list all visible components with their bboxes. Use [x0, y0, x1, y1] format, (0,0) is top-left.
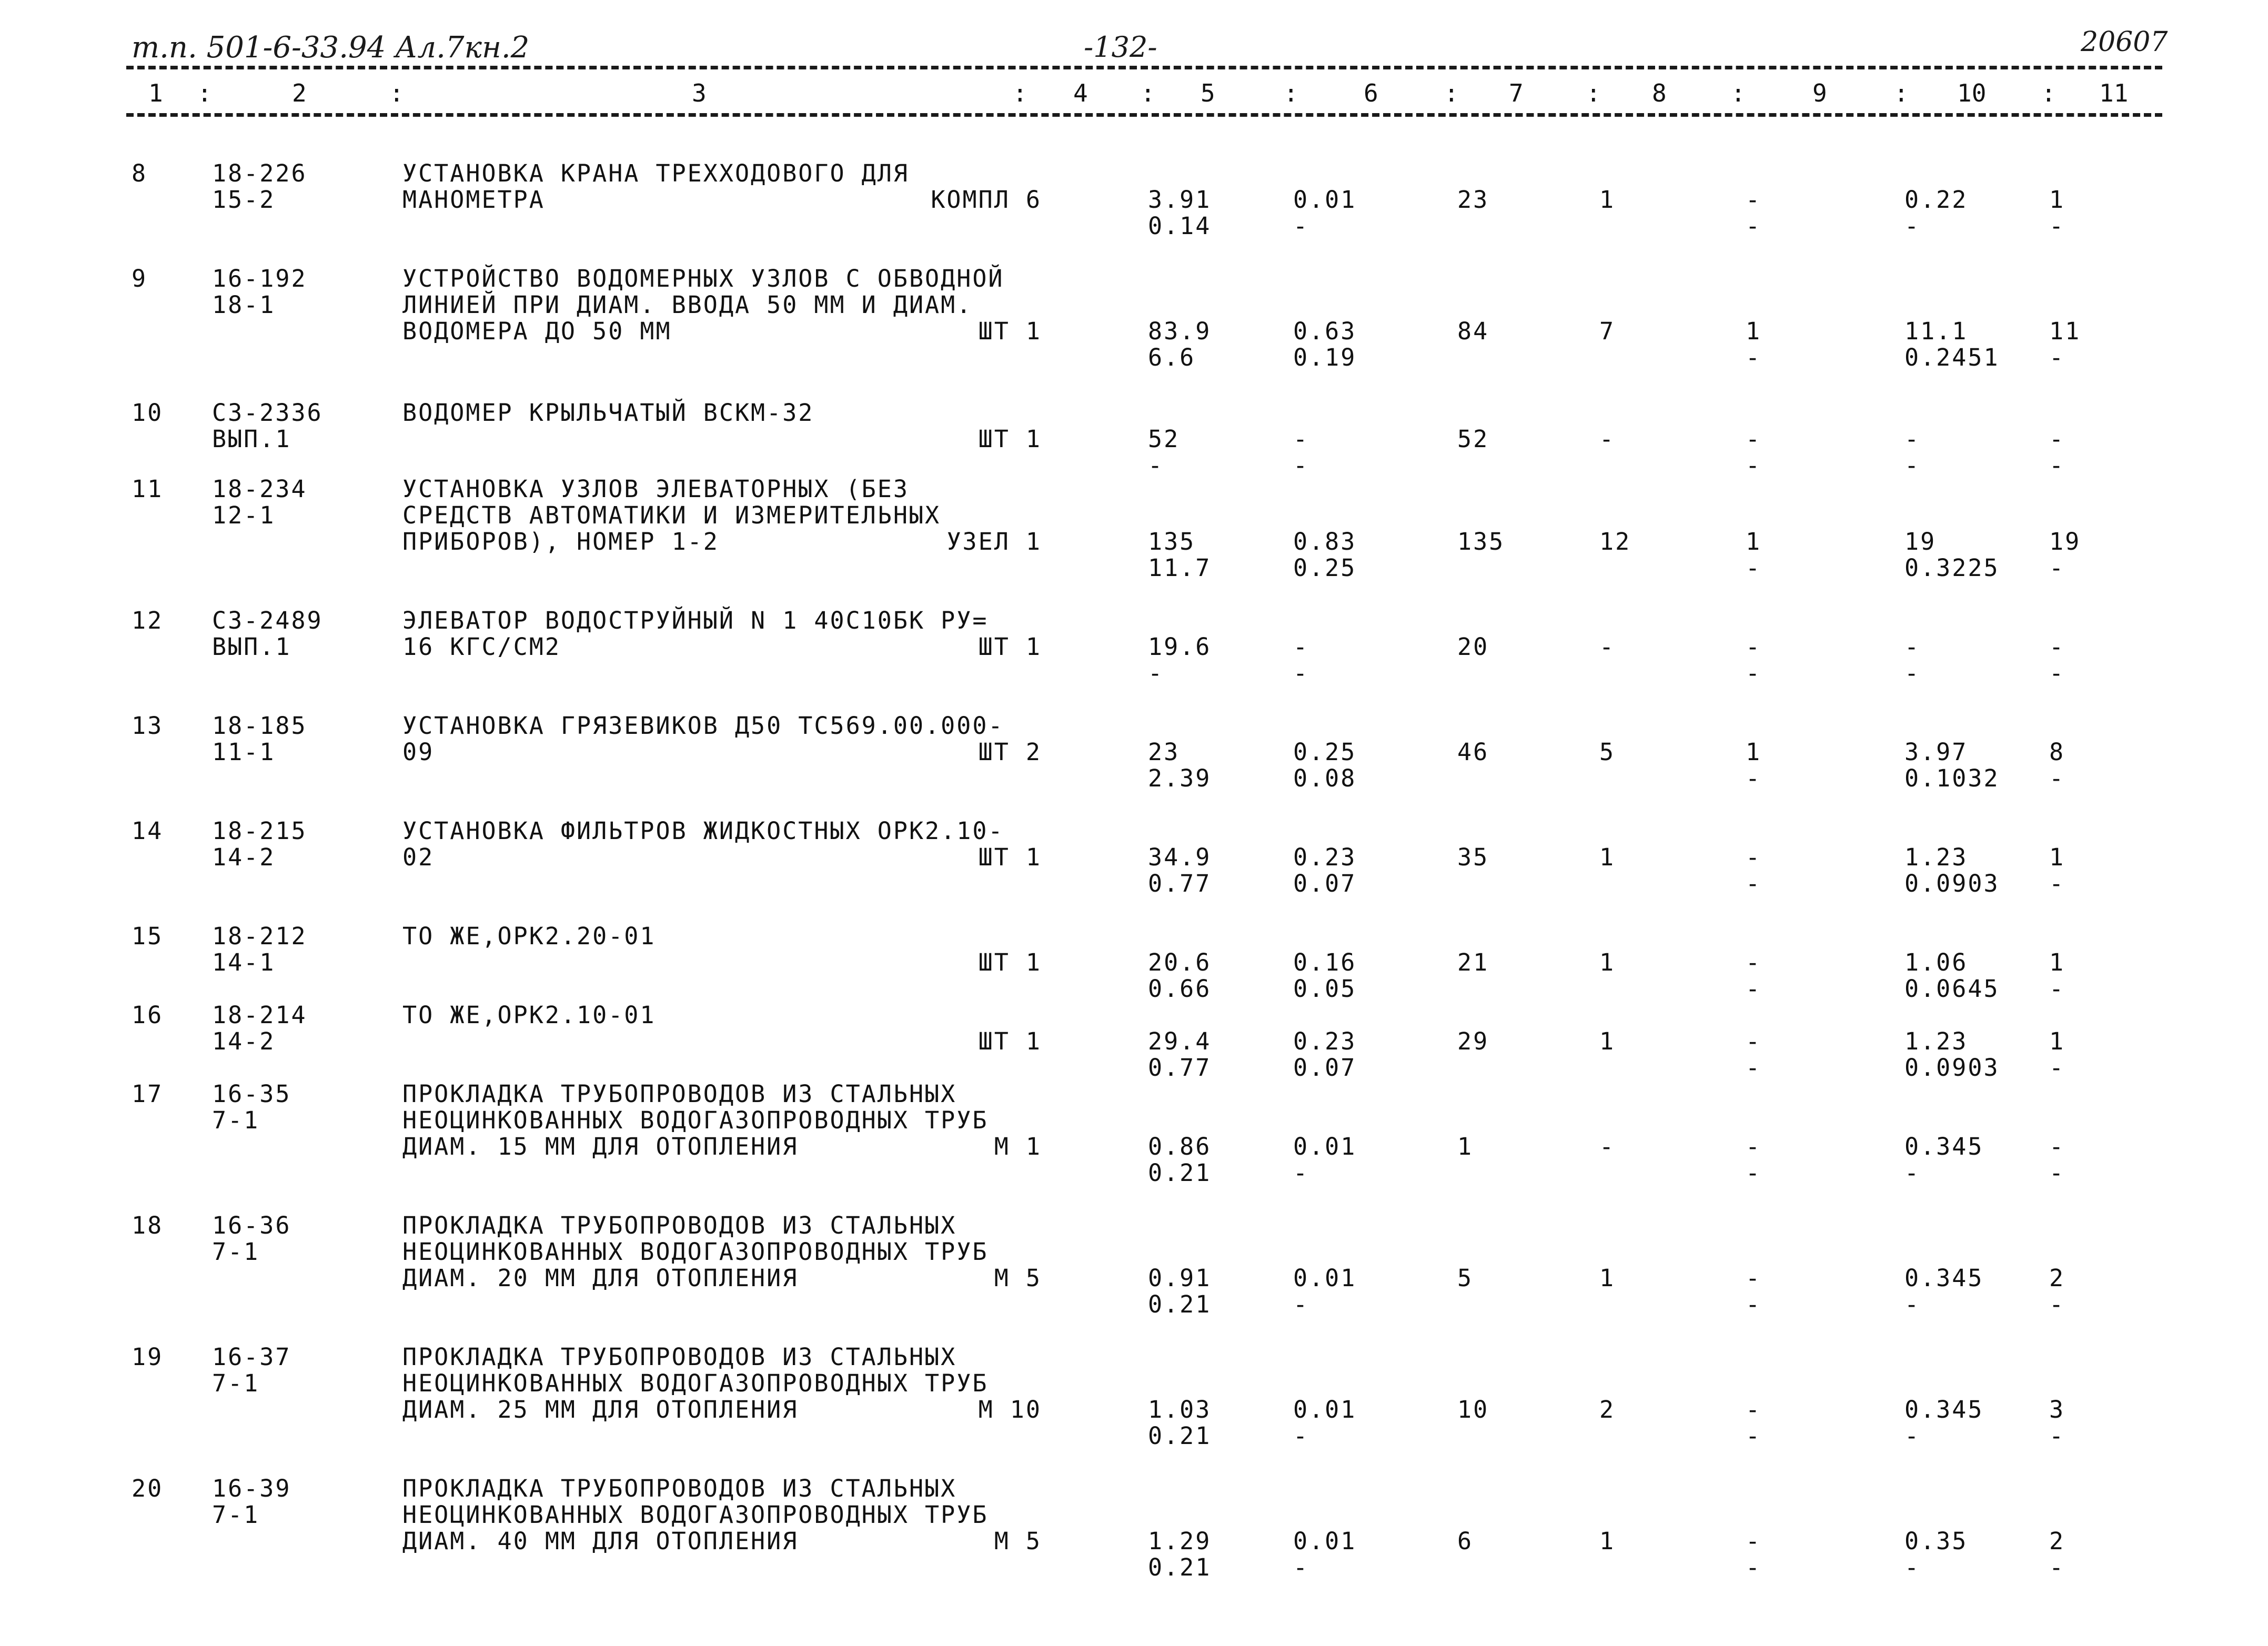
col-sep: :	[197, 79, 212, 107]
row-description: НЕОЦИНКОВАННЫХ ВОДОГАЗОПРОВОДНЫХ ТРУБ	[402, 1501, 989, 1529]
col-sep: :	[1586, 79, 1601, 107]
col-label: 9	[1812, 79, 1827, 107]
row-value-c8: 1	[1599, 1527, 1616, 1555]
row-value-c11: -	[2049, 870, 2065, 897]
row-value-c5: 19.6	[1148, 633, 1212, 661]
row-unit-qty: КОМПЛ 6	[931, 186, 1042, 214]
row-value-c11: -	[2049, 1133, 2065, 1160]
row-value-c8: 5	[1599, 738, 1616, 766]
col-sep: :	[1444, 79, 1459, 107]
row-unit-qty: ШТ 1	[978, 1027, 1042, 1055]
row-value-c9: 1	[1746, 738, 1762, 766]
row-code: 16-39	[212, 1475, 291, 1502]
row-description: 16 КГС/СМ2	[402, 633, 561, 661]
row-value-c5: 11.7	[1148, 554, 1212, 582]
col-label: 8	[1652, 79, 1667, 107]
row-value-c8: 1	[1599, 186, 1616, 214]
row-code: 18-226	[212, 159, 307, 187]
row-value-c5: 20.6	[1148, 948, 1212, 976]
row-unit-qty: М 1	[994, 1133, 1042, 1160]
row-code: 7-1	[212, 1369, 260, 1397]
row-value-c9: -	[1746, 843, 1762, 871]
row-description: ТО ЖЕ,ОРК2.10-01	[402, 1001, 656, 1029]
row-value-c11: -	[2049, 1290, 2065, 1318]
row-value-c6: -	[1293, 212, 1309, 240]
row-value-c6: 0.07	[1293, 870, 1357, 897]
row-code: 18-1	[212, 291, 276, 319]
row-unit-qty: ШТ 1	[978, 948, 1042, 976]
row-code: 16-37	[212, 1343, 291, 1371]
row-value-c10: 3.97	[1904, 738, 1968, 766]
row-value-c5: 0.77	[1148, 1054, 1212, 1082]
row-value-c10: 1.23	[1904, 1027, 1968, 1055]
row-value-c9: -	[1746, 1054, 1762, 1082]
row-description: УСТРОЙСТВО ВОДОМЕРНЫХ УЗЛОВ С ОБВОДНОЙ	[402, 265, 1004, 292]
row-value-c6: -	[1293, 633, 1309, 661]
row-value-c5: -	[1148, 659, 1164, 687]
row-value-c5: 0.14	[1148, 212, 1212, 240]
row-value-c5: 29.4	[1148, 1027, 1212, 1055]
col-label: 7	[1509, 79, 1524, 107]
row-value-c5: 3.91	[1148, 186, 1212, 214]
row-value-c7: 20	[1457, 633, 1489, 661]
row-description: 09	[402, 738, 435, 766]
row-value-c11: 3	[2049, 1396, 2065, 1423]
header-rule-top	[126, 66, 2162, 69]
row-value-c10: 0.3225	[1904, 554, 2000, 582]
row-value-c11: 1	[2049, 186, 2065, 214]
row-value-c11: -	[2049, 764, 2065, 792]
header-rule-bottom	[126, 113, 2162, 117]
row-number: 20	[132, 1475, 164, 1502]
row-value-c9: -	[1746, 1159, 1762, 1187]
row-value-c5: 83.9	[1148, 317, 1212, 345]
row-value-c10: -	[1904, 1290, 1921, 1318]
row-value-c7: 29	[1457, 1027, 1489, 1055]
row-value-c6: 0.01	[1293, 1527, 1357, 1555]
col-sep: :	[1013, 79, 1027, 107]
row-value-c5: 0.86	[1148, 1133, 1212, 1160]
row-value-c8: -	[1599, 1133, 1616, 1160]
row-code: 14-2	[212, 1027, 276, 1055]
row-value-c5: 1.03	[1148, 1396, 1212, 1423]
row-value-c10: -	[1904, 212, 1921, 240]
row-value-c11: 1	[2049, 843, 2065, 871]
row-description: СРЕДСТВ АВТОМАТИКИ И ИЗМЕРИТЕЛЬНЫХ	[402, 501, 941, 529]
row-number: 8	[132, 159, 148, 187]
row-value-c6: 0.05	[1293, 975, 1357, 1003]
row-value-c6: -	[1293, 1422, 1309, 1450]
row-value-c7: 135	[1457, 528, 1505, 556]
row-value-c11: 2	[2049, 1264, 2065, 1292]
row-value-c9: -	[1746, 1290, 1762, 1318]
row-value-c9: -	[1746, 870, 1762, 897]
row-value-c7: 46	[1457, 738, 1489, 766]
row-value-c11: 19	[2049, 528, 2081, 556]
row-code: С3-2336	[212, 399, 323, 427]
row-value-c6: 0.01	[1293, 1396, 1357, 1423]
col-label: 5	[1201, 79, 1215, 107]
row-value-c9: -	[1746, 948, 1762, 976]
column-header	[0, 79, 2268, 110]
row-value-c9: -	[1746, 344, 1762, 371]
row-value-c5: 0.21	[1148, 1159, 1212, 1187]
row-description: МАНОМЕТРА	[402, 186, 545, 214]
row-value-c8: 1	[1599, 1264, 1616, 1292]
row-code: 18-212	[212, 922, 307, 950]
row-description: ДИАМ. 20 ММ ДЛЯ ОТОПЛЕНИЯ	[402, 1264, 799, 1292]
row-value-c10: 1.23	[1904, 843, 1968, 871]
row-description: ПРИБОРОВ), НОМЕР 1-2	[402, 528, 719, 556]
row-value-c9: -	[1746, 1027, 1762, 1055]
row-value-c11: -	[2049, 425, 2065, 453]
row-value-c5: 52	[1148, 425, 1180, 453]
row-value-c11: -	[2049, 554, 2065, 582]
row-value-c8: -	[1599, 425, 1616, 453]
row-value-c9: 1	[1746, 317, 1762, 345]
row-value-c9: -	[1746, 212, 1762, 240]
row-value-c9: -	[1746, 1133, 1762, 1160]
row-value-c11: -	[2049, 659, 2065, 687]
row-code: ВЫП.1	[212, 633, 291, 661]
row-number: 12	[132, 607, 164, 634]
col-sep: :	[2041, 79, 2056, 107]
row-value-c10: 0.2451	[1904, 344, 2000, 371]
row-value-c10: 19	[1904, 528, 1937, 556]
row-code: 18-185	[212, 712, 307, 740]
row-unit-qty: М 10	[978, 1396, 1042, 1423]
row-description: УСТАНОВКА ФИЛЬТРОВ ЖИДКОСТНЫХ ОРК2.10-	[402, 817, 1004, 845]
row-description: ТО ЖЕ,ОРК2.20-01	[402, 922, 656, 950]
row-value-c5: 6.6	[1148, 344, 1196, 371]
row-description: ЭЛЕВАТОР ВОДОСТРУЙНЫЙ N 1 40С10БК РУ=	[402, 607, 989, 634]
row-value-c11: -	[2049, 344, 2065, 371]
row-value-c6: -	[1293, 659, 1309, 687]
row-value-c5: 0.77	[1148, 870, 1212, 897]
row-number: 16	[132, 1001, 164, 1029]
col-label: 4	[1073, 79, 1088, 107]
col-sep: :	[389, 79, 404, 107]
row-value-c7: 23	[1457, 186, 1489, 214]
row-value-c5: 0.21	[1148, 1290, 1212, 1318]
row-value-c8: 1	[1599, 843, 1616, 871]
row-value-c8: 1	[1599, 948, 1616, 976]
row-value-c10: -	[1904, 1159, 1921, 1187]
row-description: УСТАНОВКА КРАНА ТРЕХХОДОВОГО ДЛЯ	[402, 159, 909, 187]
row-number: 13	[132, 712, 164, 740]
row-code: 16-35	[212, 1080, 291, 1108]
col-label: 1	[148, 79, 163, 107]
row-description: НЕОЦИНКОВАННЫХ ВОДОГАЗОПРОВОДНЫХ ТРУБ	[402, 1369, 989, 1397]
row-value-c9: -	[1746, 425, 1762, 453]
col-sep: :	[1284, 79, 1298, 107]
col-sep: :	[1141, 79, 1155, 107]
row-number: 15	[132, 922, 164, 950]
row-value-c10: -	[1904, 1553, 1921, 1581]
row-value-c5: 34.9	[1148, 843, 1212, 871]
col-label: 6	[1364, 79, 1378, 107]
row-value-c6: 0.25	[1293, 738, 1357, 766]
row-value-c11: -	[2049, 1553, 2065, 1581]
row-code: 14-1	[212, 948, 276, 976]
row-value-c6: 0.16	[1293, 948, 1357, 976]
row-value-c11: -	[2049, 1422, 2065, 1450]
row-number: 10	[132, 399, 164, 427]
row-value-c9: -	[1746, 764, 1762, 792]
row-value-c10: 1.06	[1904, 948, 1968, 976]
row-description: ВОДОМЕРА ДО 50 ММ	[402, 317, 672, 345]
row-value-c6: 0.01	[1293, 1264, 1357, 1292]
row-value-c6: 0.23	[1293, 1027, 1357, 1055]
row-value-c10: -	[1904, 633, 1921, 661]
row-code: 18-215	[212, 817, 307, 845]
row-value-c11: 1	[2049, 948, 2065, 976]
row-description: УСТАНОВКА УЗЛОВ ЭЛЕВАТОРНЫХ (БЕЗ	[402, 475, 909, 503]
row-value-c7: 6	[1457, 1527, 1474, 1555]
row-value-c9: -	[1746, 1422, 1762, 1450]
row-value-c8: 12	[1599, 528, 1631, 556]
row-value-c10: 0.0903	[1904, 1054, 2000, 1082]
row-value-c11: -	[2049, 451, 2065, 479]
row-unit-qty: М 5	[994, 1264, 1042, 1292]
col-label: 2	[292, 79, 307, 107]
row-value-c10: -	[1904, 425, 1921, 453]
row-value-c6: 0.63	[1293, 317, 1357, 345]
row-value-c9: -	[1746, 186, 1762, 214]
row-value-c9: -	[1746, 451, 1762, 479]
row-code: 14-2	[212, 843, 276, 871]
row-value-c10: 11.1	[1904, 317, 1968, 345]
col-sep: :	[1731, 79, 1746, 107]
row-value-c10: -	[1904, 659, 1921, 687]
row-value-c8: 2	[1599, 1396, 1616, 1423]
row-code: С3-2489	[212, 607, 323, 634]
row-description: ДИАМ. 25 ММ ДЛЯ ОТОПЛЕНИЯ	[402, 1396, 799, 1423]
row-value-c11: -	[2049, 212, 2065, 240]
row-code: 18-234	[212, 475, 307, 503]
row-value-c6: 0.83	[1293, 528, 1357, 556]
row-description: ПРОКЛАДКА ТРУБОПРОВОДОВ ИЗ СТАЛЬНЫХ	[402, 1211, 957, 1239]
row-description: ДИАМ. 15 ММ ДЛЯ ОТОПЛЕНИЯ	[402, 1133, 799, 1160]
doc-ref: т.п. 501-6-33.94 Ал.7кн.2	[132, 31, 530, 65]
row-value-c8: 7	[1599, 317, 1616, 345]
row-value-c10: 0.0645	[1904, 975, 2000, 1003]
row-value-c5: 0.66	[1148, 975, 1212, 1003]
row-value-c6: -	[1293, 1159, 1309, 1187]
row-value-c11: -	[2049, 633, 2065, 661]
row-code: 16-192	[212, 265, 307, 292]
row-value-c6: 0.08	[1293, 764, 1357, 792]
row-value-c10: 0.0903	[1904, 870, 2000, 897]
row-value-c7: 10	[1457, 1396, 1489, 1423]
row-value-c9: -	[1746, 1396, 1762, 1423]
row-code: ВЫП.1	[212, 425, 291, 453]
row-code: 18-214	[212, 1001, 307, 1029]
row-description: НЕОЦИНКОВАННЫХ ВОДОГАЗОПРОВОДНЫХ ТРУБ	[402, 1106, 989, 1134]
row-value-c10: -	[1904, 1422, 1921, 1450]
row-value-c9: -	[1746, 1553, 1762, 1581]
row-unit-qty: ШТ 2	[978, 738, 1042, 766]
row-value-c9: -	[1746, 1264, 1762, 1292]
row-value-c8: 1	[1599, 1027, 1616, 1055]
col-label: 10	[1957, 79, 1987, 107]
row-code: 7-1	[212, 1501, 260, 1529]
row-unit-qty: М 5	[994, 1527, 1042, 1555]
row-value-c11: 2	[2049, 1527, 2065, 1555]
row-description: ВОДОМЕР КРЫЛЬЧАТЫЙ ВСКМ-32	[402, 399, 814, 427]
row-value-c10: 0.35	[1904, 1527, 1968, 1555]
row-code: 15-2	[212, 186, 276, 214]
row-unit-qty: ШТ 1	[978, 843, 1042, 871]
col-label: 11	[2099, 79, 2129, 107]
row-value-c5: 0.21	[1148, 1553, 1212, 1581]
row-value-c10: 0.345	[1904, 1396, 1984, 1423]
row-value-c10: 0.22	[1904, 186, 1968, 214]
row-number: 9	[132, 265, 148, 292]
row-description: ПРОКЛАДКА ТРУБОПРОВОДОВ ИЗ СТАЛЬНЫХ	[402, 1475, 957, 1502]
row-code: 11-1	[212, 738, 276, 766]
row-unit-qty: ШТ 1	[978, 425, 1042, 453]
row-value-c5: 0.21	[1148, 1422, 1212, 1450]
row-value-c10: 0.345	[1904, 1133, 1984, 1160]
doc-code: 20607	[2081, 26, 2168, 58]
row-description: НЕОЦИНКОВАННЫХ ВОДОГАЗОПРОВОДНЫХ ТРУБ	[402, 1238, 989, 1266]
row-value-c6: 0.01	[1293, 186, 1357, 214]
row-value-c11: -	[2049, 1159, 2065, 1187]
row-unit-qty: ШТ 1	[978, 317, 1042, 345]
row-description: ЛИНИЕЙ ПРИ ДИАМ. ВВОДА 50 ММ И ДИАМ.	[402, 291, 973, 319]
row-value-c7: 5	[1457, 1264, 1474, 1292]
row-value-c6: -	[1293, 451, 1309, 479]
row-value-c10: -	[1904, 451, 1921, 479]
row-value-c6: 0.23	[1293, 843, 1357, 871]
row-value-c9: -	[1746, 554, 1762, 582]
col-label: 3	[692, 79, 707, 107]
row-value-c6: -	[1293, 1553, 1309, 1581]
row-value-c6: -	[1293, 1290, 1309, 1318]
row-value-c9: 1	[1746, 528, 1762, 556]
row-value-c10: 0.345	[1904, 1264, 1984, 1292]
row-unit-qty: ШТ 1	[978, 633, 1042, 661]
row-value-c7: 84	[1457, 317, 1489, 345]
row-value-c9: -	[1746, 975, 1762, 1003]
row-value-c9: -	[1746, 659, 1762, 687]
row-value-c7: 52	[1457, 425, 1489, 453]
row-value-c9: -	[1746, 633, 1762, 661]
row-number: 19	[132, 1343, 164, 1371]
col-sep: :	[1894, 79, 1909, 107]
row-code: 7-1	[212, 1238, 260, 1266]
row-value-c11: 11	[2049, 317, 2081, 345]
row-description: УСТАНОВКА ГРЯЗЕВИКОВ Д50 ТС569.00.000-	[402, 712, 1004, 740]
row-value-c5: 23	[1148, 738, 1180, 766]
row-value-c7: 35	[1457, 843, 1489, 871]
row-value-c6: 0.25	[1293, 554, 1357, 582]
row-number: 17	[132, 1080, 164, 1108]
row-value-c11: 8	[2049, 738, 2065, 766]
row-description: ПРОКЛАДКА ТРУБОПРОВОДОВ ИЗ СТАЛЬНЫХ	[402, 1080, 957, 1108]
row-value-c6: 0.01	[1293, 1133, 1357, 1160]
row-description: ДИАМ. 40 ММ ДЛЯ ОТОПЛЕНИЯ	[402, 1527, 799, 1555]
row-value-c11: -	[2049, 1054, 2065, 1082]
row-code: 12-1	[212, 501, 276, 529]
row-value-c7: 1	[1457, 1133, 1474, 1160]
row-value-c7: 21	[1457, 948, 1489, 976]
row-description: ПРОКЛАДКА ТРУБОПРОВОДОВ ИЗ СТАЛЬНЫХ	[402, 1343, 957, 1371]
row-value-c5: 135	[1148, 528, 1196, 556]
row-number: 14	[132, 817, 164, 845]
row-unit-qty: УЗЕЛ 1	[946, 528, 1042, 556]
row-description: 02	[402, 843, 435, 871]
row-value-c8: -	[1599, 633, 1616, 661]
page-number: -132-	[1084, 31, 1157, 64]
row-value-c6: 0.19	[1293, 344, 1357, 371]
row-value-c10: 0.1032	[1904, 764, 2000, 792]
row-value-c6: 0.07	[1293, 1054, 1357, 1082]
row-number: 18	[132, 1211, 164, 1239]
row-value-c5: 2.39	[1148, 764, 1212, 792]
row-value-c9: -	[1746, 1527, 1762, 1555]
row-value-c11: 1	[2049, 1027, 2065, 1055]
row-value-c5: -	[1148, 451, 1164, 479]
row-value-c5: 1.29	[1148, 1527, 1212, 1555]
row-value-c5: 0.91	[1148, 1264, 1212, 1292]
row-code: 7-1	[212, 1106, 260, 1134]
row-number: 11	[132, 475, 164, 503]
row-code: 16-36	[212, 1211, 291, 1239]
row-value-c11: -	[2049, 975, 2065, 1003]
row-value-c6: -	[1293, 425, 1309, 453]
